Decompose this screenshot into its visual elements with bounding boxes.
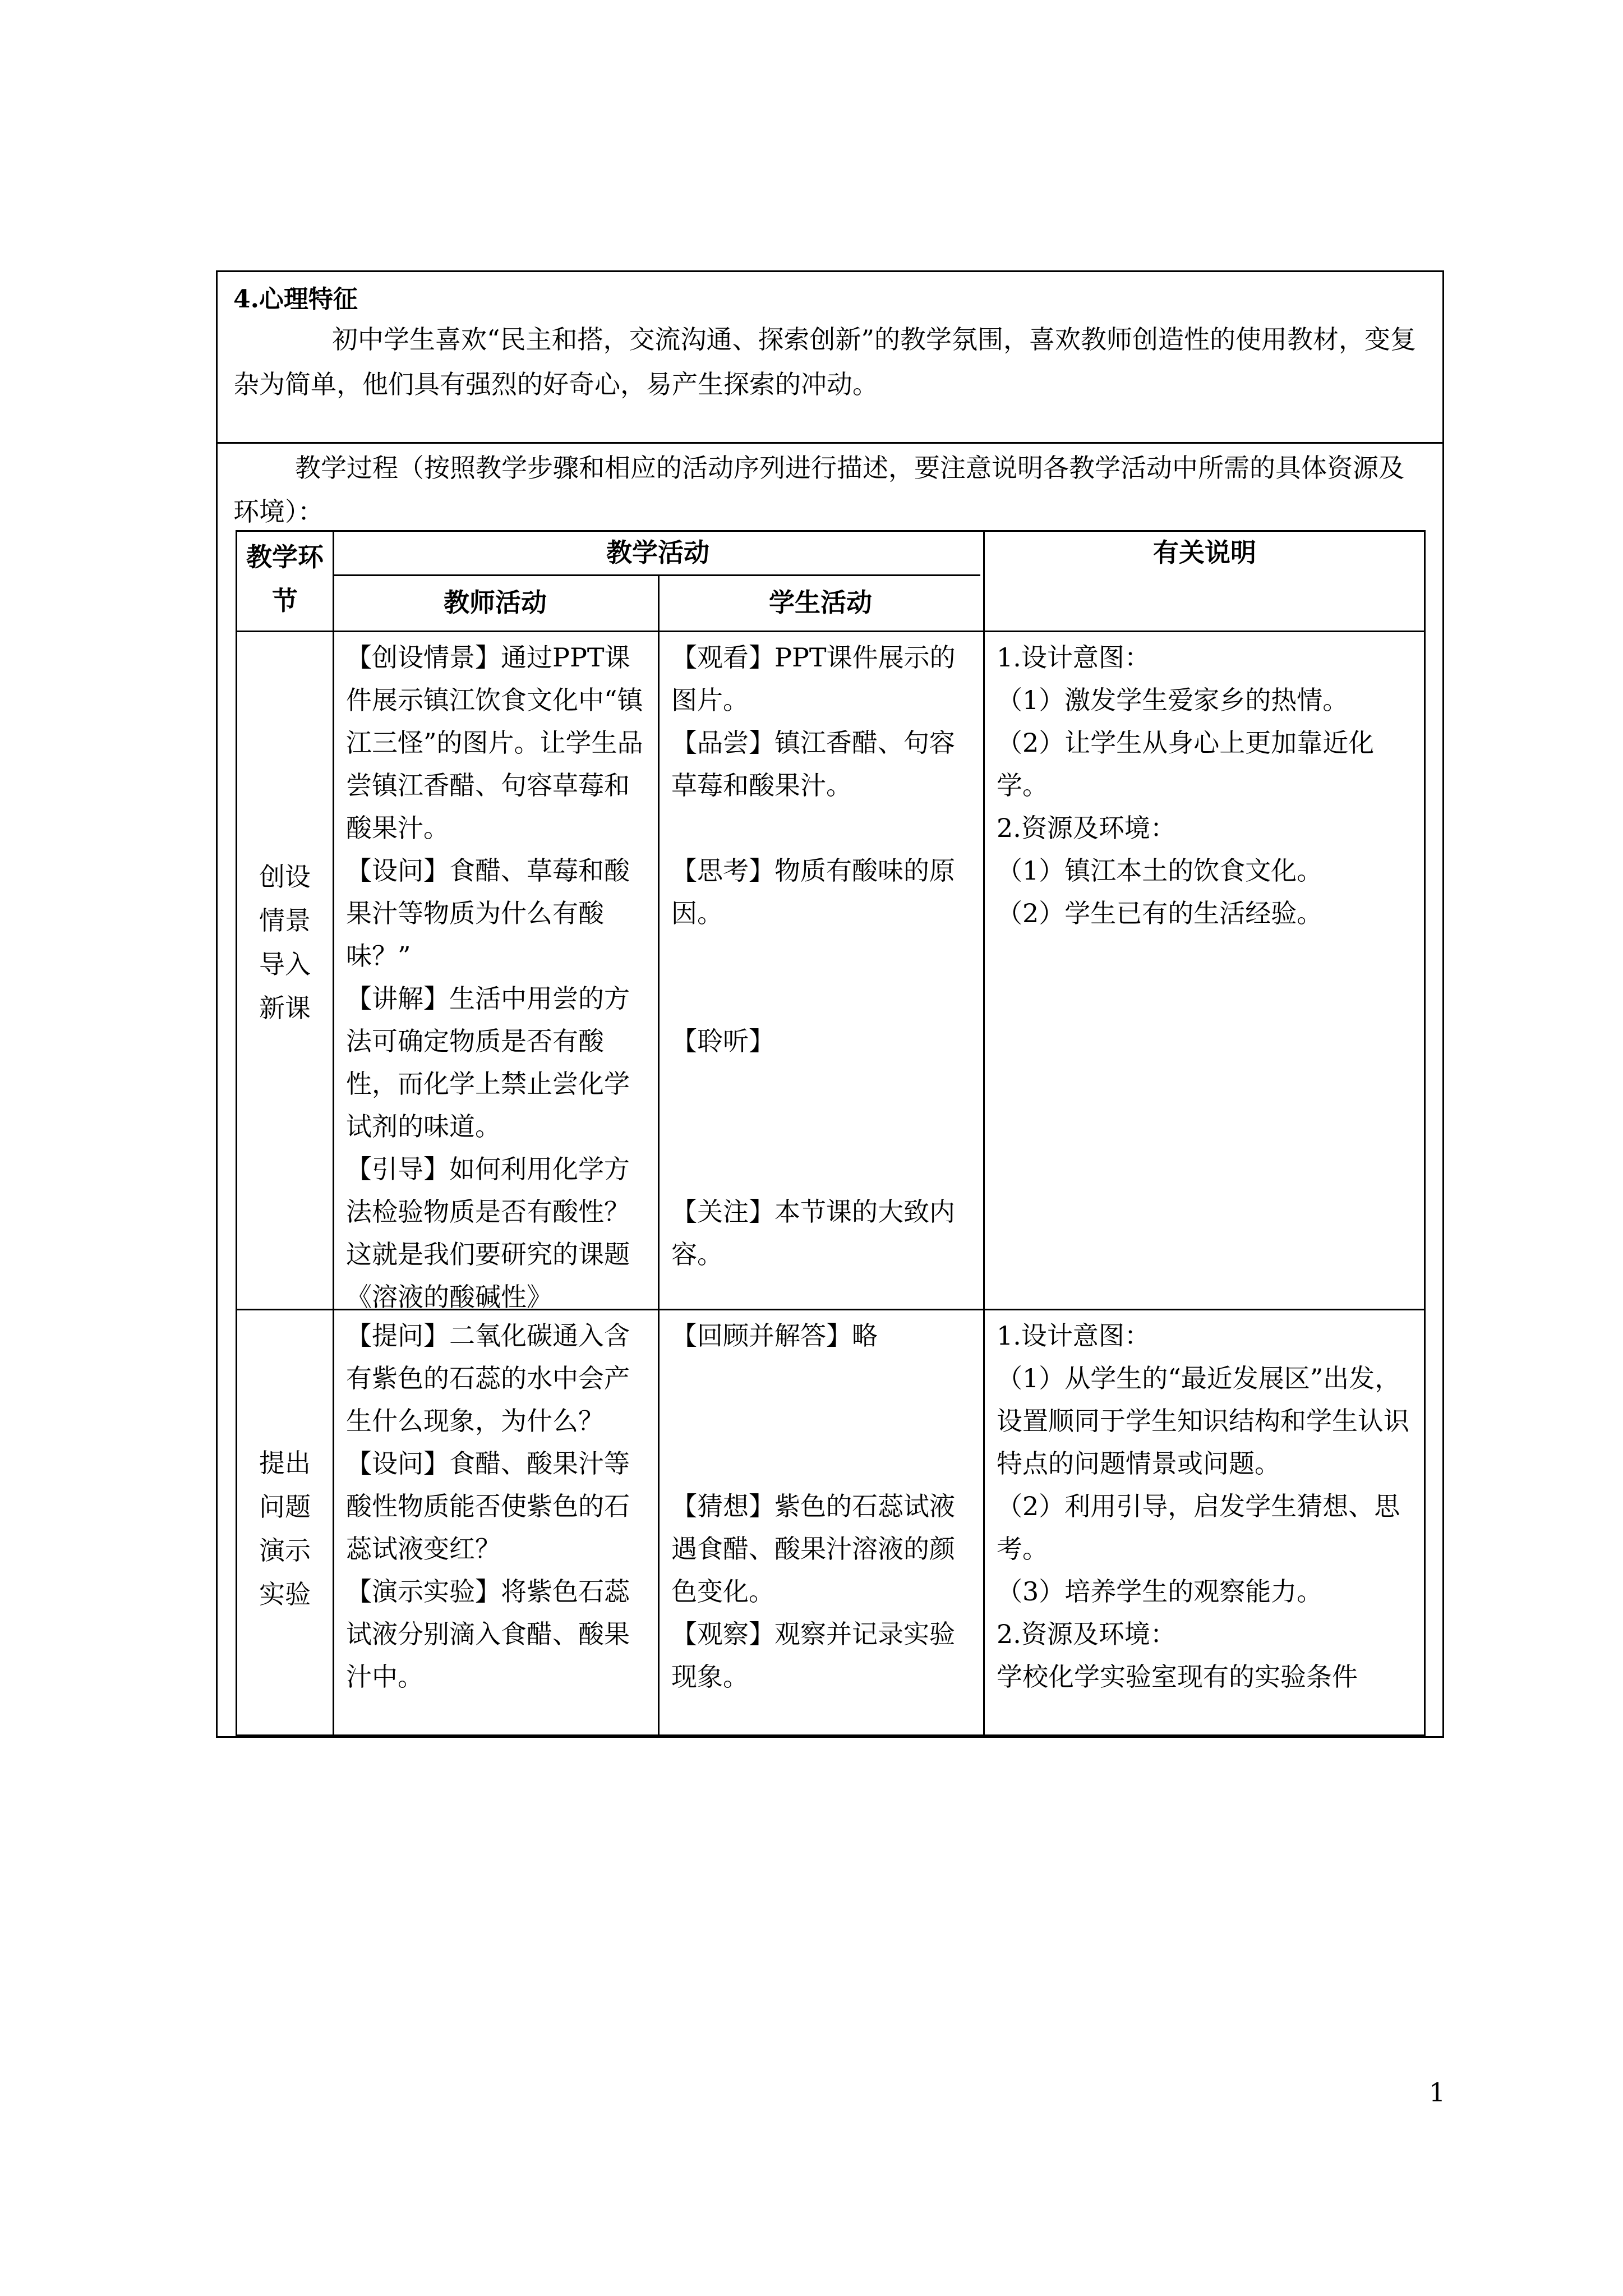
teacher-activity-1 xyxy=(333,631,658,1312)
student-activity-2 xyxy=(658,1309,983,1738)
note-line: 学校化学实验室现有的实验条件 xyxy=(997,1662,1358,1692)
student-step: 【回顾并解答】略 xyxy=(671,1320,878,1351)
teacher-step: 【设问】食醋、酸果汁等酸性物质能否使紫色的石蕊试液变红？ xyxy=(346,1448,630,1564)
header-stage: 教学环节 xyxy=(246,542,324,616)
student-step: 【猜想】紫色的石蕊试液遇食醋、酸果汁溶液的颜色变化。 xyxy=(671,1491,955,1607)
student-step: 【思考】物质有酸味的原因。 xyxy=(671,855,955,928)
psych-title: 4.心理特征 xyxy=(233,285,358,314)
header-teacher: 教师活动 xyxy=(444,587,547,618)
teacher-step: 【引导】如何利用化学方法检验物质是否有酸性？这就是我们要研究的课题《溶液的酸碱性》 xyxy=(346,1154,630,1312)
student-step: 【品尝】镇江香醋、句容草莓和酸果汁。 xyxy=(671,728,955,800)
student-step: 【聆听】 xyxy=(671,1026,774,1056)
psych-body: 初中学生喜欢“民主和搭，交流沟通、探索创新”的教学氛围，喜欢教师创造性的使用教材，变复杂为简单，他们具有强烈的好奇心，易产生探索的冲动。 xyxy=(233,324,1417,399)
header-activity: 教学活动 xyxy=(606,537,709,568)
header-notes: 有关说明 xyxy=(1153,537,1256,568)
student-step: 【观察】观察并记录实验现象。 xyxy=(671,1619,955,1692)
note-line: （1）激发学生爱家乡的热情。 xyxy=(997,685,1349,715)
teacher-activity-2 xyxy=(333,1309,658,1738)
note-line: 2.资源及环境： xyxy=(997,813,1176,843)
document-frame xyxy=(216,270,1444,1738)
stage-1: 创设情景导入新课 xyxy=(259,862,311,1023)
notes-2 xyxy=(983,1309,1426,1738)
student-step: 【观看】PPT课件展示的图片。 xyxy=(671,642,956,715)
teacher-step: 【讲解】生活中用尝的方法可确定物质是否有酸性，而化学上禁止尝化学试剂的味道。 xyxy=(346,983,630,1142)
teaching-table xyxy=(236,530,1426,1736)
note-line: （1）从学生的“最近发展区”出发，设置顺同于学生知识结构和学生认识特点的问题情景或问题。 xyxy=(997,1363,1409,1479)
teacher-step: 【提问】二氧化碳通入含有紫色的石蕊的水中会产生什么现象，为什么？ xyxy=(346,1320,630,1436)
note-line: （2）利用引导，启发学生猜想、思考。 xyxy=(997,1491,1400,1564)
note-line: （3）培养学生的观察能力。 xyxy=(997,1576,1323,1607)
teacher-step: 【演示实验】将紫色石蕊试液分别滴入食醋、酸果汁中。 xyxy=(346,1576,630,1692)
teacher-step: 【设问】食醋、草莓和酸果汁等物质为什么有酸味？” xyxy=(346,855,630,971)
stage-2: 提出问题演示实验 xyxy=(259,1448,311,1609)
note-line: 1.设计意图： xyxy=(997,1320,1150,1351)
page-number: 1 xyxy=(1429,2077,1446,2108)
notes-1 xyxy=(983,631,1426,1309)
teacher-step: 【创设情景】通过PPT课件展示镇江饮食文化中“镇江三怪”的图片。让学生品尝镇江香醋、句容草莓和酸果汁。 xyxy=(346,642,643,843)
psych-section xyxy=(218,272,1442,444)
note-line: 1.设计意图： xyxy=(997,642,1150,673)
note-line: （1）镇江本土的饮食文化。 xyxy=(997,855,1323,886)
note-line: （2）学生已有的生活经验。 xyxy=(997,898,1323,928)
student-activity-1 xyxy=(658,631,983,1309)
process-intro: 教学过程（按照教学步骤和相应的活动序列进行描述，要注意说明各教学活动中所需的具体资源及环境）： xyxy=(233,453,1404,527)
note-line: 2.资源及环境： xyxy=(997,1619,1176,1649)
note-line: （2）让学生从身心上更加靠近化学。 xyxy=(997,728,1375,800)
student-step: 【关注】本节课的大致内容。 xyxy=(671,1197,955,1269)
header-student: 学生活动 xyxy=(769,587,872,618)
